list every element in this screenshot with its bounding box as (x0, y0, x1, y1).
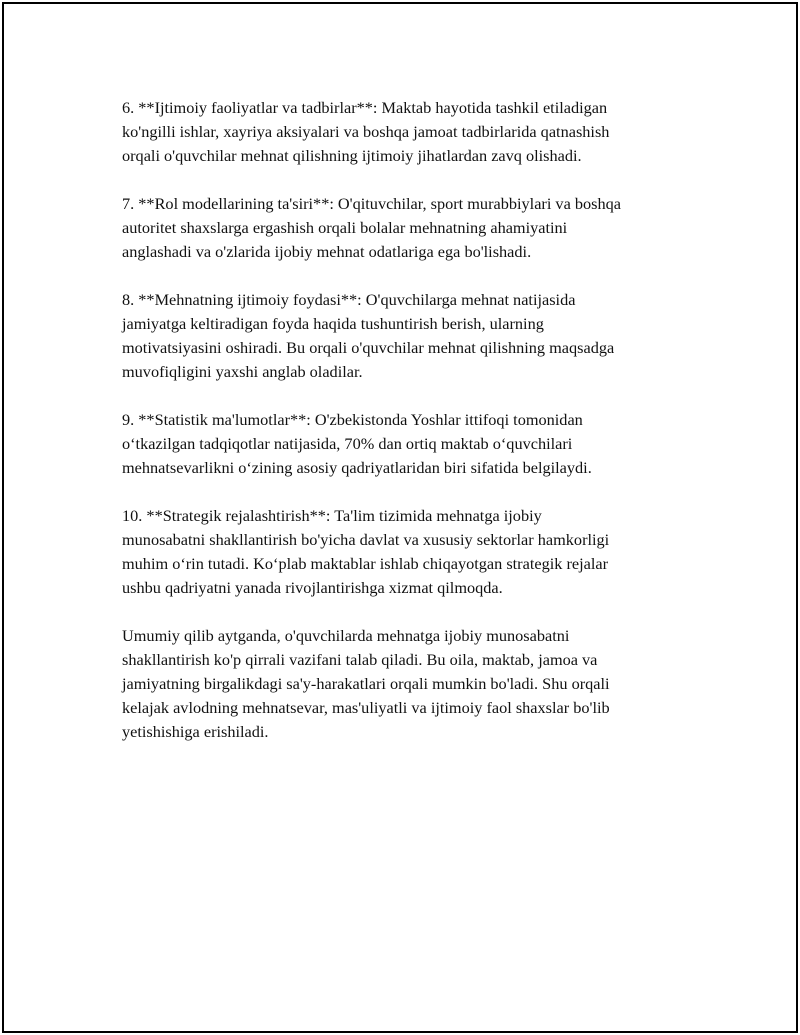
paragraph-statistics (122, 408, 702, 480)
paragraph-social-activities (122, 96, 702, 168)
text-line: 7. **Rol modellarining ta'siri**: O'qituvchilar, sport murabbiylari va boshqa (122, 194, 621, 213)
text-line: muhim o‘rin tutadi. Ko‘plab maktablar ishlab chiqayotgan strategik rejalar (122, 554, 609, 573)
text-line: jamiyatning birgalikdagi sa'y-harakatlari orqali mumkin bo'ladi. Shu orqali (122, 674, 610, 693)
text-line: orqali o'quvchilar mehnat qilishning ijtimoiy jihatlardan zavq olishadi. (122, 146, 582, 165)
text-line: yetishishiga erishiladi. (122, 722, 269, 741)
text-line: kelajak avlodning mehnatsevar, mas'uliyatli va ijtimoiy faol shaxslar bo'lib (122, 698, 610, 717)
text-line: motivatsiyasini oshiradi. Bu orqali o'quvchilar mehnat qilishning maqsadga (122, 338, 615, 357)
text-line: 9. **Statistik ma'lumotlar**: O'zbekistonda Yoshlar ittifoqi tomonidan (122, 410, 583, 429)
text-line: 8. **Mehnatning ijtimoiy foydasi**: O'quvchilarga mehnat natijasida (122, 290, 576, 309)
text-line: 10. **Strategik rejalashtirish**: Ta'lim tizimida mehnatga ijobiy (122, 506, 542, 525)
paragraph-strategic-planning (122, 504, 702, 600)
text-line: Umumiy qilib aytganda, o'quvchilarda mehnatga ijobiy munosabatni (122, 626, 570, 645)
document-body (122, 96, 702, 768)
text-line: ushbu qadriyatni yanada rivojlantirishga xizmat qilmoqda. (122, 578, 503, 597)
text-line: 6. **Ijtimoiy faoliyatlar va tadbirlar**: Maktab hayotida tashkil etiladigan (122, 98, 608, 117)
text-line: shakllantirish ko'p qirrali vazifani talab qiladi. Bu oila, maktab, jamoa va (122, 650, 598, 669)
text-line: mehnatsevarlikni o‘zining asosiy qadriyatlaridan biri sifatida belgilaydi. (122, 458, 592, 477)
text-line: jamiyatga keltiradigan foyda haqida tushuntirish berish, ularning (122, 314, 544, 333)
paragraph-role-models (122, 192, 702, 264)
paragraph-conclusion (122, 624, 702, 744)
text-line: autoritet shaxslarga ergashish orqali bolalar mehnatning ahamiyatini (122, 218, 568, 237)
text-line: ko'ngilli ishlar, xayriya aksiyalari va boshqa jamoat tadbirlarida qatnashish (122, 122, 610, 141)
page-frame (2, 2, 798, 1033)
text-line: munosabatni shakllantirish bo'yicha davlat va xususiy sektorlar hamkorligi (122, 530, 610, 549)
text-line: muvofiqligini yaxshi anglab oladilar. (122, 362, 363, 381)
paragraph-social-benefit (122, 288, 702, 384)
text-line: anglashadi va o'zlarida ijobiy mehnat odatlariga ega bo'lishadi. (122, 242, 532, 261)
text-line: o‘tkazilgan tadqiqotlar natijasida, 70% dan ortiq maktab o‘quvchilari (122, 434, 573, 453)
